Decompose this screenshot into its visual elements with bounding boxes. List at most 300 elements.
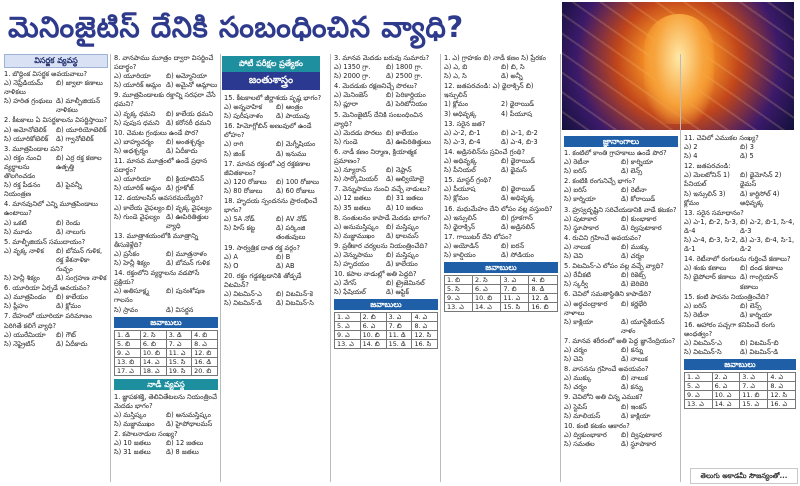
question-item: [4, 284, 108, 311]
question-text: 16. హిమోగ్లోబిన్ అణువులో ఉండే లోహం?: [224, 122, 312, 140]
option: సి) రక్త పీడనం నియంత్రణ: [4, 181, 41, 199]
option: ఎ) మెలటోనిన్ 1) పీనియల్: [684, 171, 730, 189]
answer-cell: 20. బి: [192, 366, 218, 375]
option: బి) థైమోసిన్ 2) థైమస్: [740, 171, 782, 189]
option: ఎ) న్యూరాన్: [334, 166, 366, 175]
option: బి) మెగ్నీషియం: [276, 140, 316, 149]
option: డి) ఊపిరితిత్తుల వ్యాధి: [166, 212, 209, 230]
answers-table: [114, 330, 218, 376]
option: సి) పుపుస ధమని: [114, 118, 160, 127]
question-item: [224, 272, 328, 308]
option-list: [564, 271, 678, 289]
answer-cell: 8. డి: [529, 285, 558, 294]
answer-cell: 11. డి: [386, 331, 412, 340]
option: సి) మూడు: [4, 227, 32, 236]
option: బి) 1800 గ్రా.: [386, 63, 423, 72]
question-text: 19. సార్వత్రిక దాత రక్త వర్గం?: [224, 243, 300, 252]
option: బి) అంతశ్చర్మం: [166, 137, 205, 146]
option: డి) అన్నీ: [501, 72, 523, 81]
answer-cell: 12. సి: [412, 331, 438, 340]
question-item: [564, 337, 678, 364]
option-list: [564, 431, 678, 449]
option: సి) ఎ-3, బి-4: [444, 137, 481, 146]
option: ఎ) ఇన్సులిన్: [444, 213, 477, 222]
option: డి) గ్వానోటెలిక్: [56, 134, 94, 143]
option: బి) విటమిన్-కె: [276, 289, 313, 298]
answer-cell: 2. ఎ: [712, 373, 740, 382]
option: డి) కార్నియా: [740, 310, 772, 319]
question-item: [684, 162, 796, 207]
question-text: 2. కంటికి రంగునిచ్చే భాగం?: [564, 177, 636, 186]
answer-cell: 7. బి: [501, 285, 529, 294]
option: ఎ) అమోనోటెలిక్: [4, 125, 47, 134]
option: డి) స్థూపాకార: [621, 439, 657, 448]
option: డి) 5: [740, 152, 754, 161]
option-list: [444, 242, 558, 260]
question-item: [564, 290, 678, 335]
answer-cell: 2. సి: [140, 330, 166, 339]
answer-cell: 2. సి: [473, 276, 501, 285]
option: డి) 8 జతలు: [166, 448, 199, 457]
answers-heading: జవాబులు: [114, 317, 218, 328]
question-list: [114, 393, 218, 458]
answer-cell: 3. ఎ: [501, 276, 529, 285]
option-list: [444, 63, 558, 81]
option-list: [334, 223, 438, 241]
option: డి) విసర్జన: [166, 305, 194, 314]
answer-row: [335, 340, 438, 349]
option: సి) గుండె: [334, 137, 358, 146]
option: డి) పాయువు: [276, 112, 310, 121]
question-text: 16. మధుమేహం దేని లోపం వల్ల వస్తుంది?: [444, 204, 553, 213]
answer-row: [115, 330, 218, 339]
option-list: [114, 439, 218, 457]
option: బి) మస్తిష్కం: [386, 222, 419, 231]
option-list: [684, 171, 796, 207]
answer-cell: 14. ఎ: [140, 357, 166, 366]
option: సి) O: [224, 261, 239, 270]
question-text: 12. జతపరచండి:: [684, 162, 731, 171]
question-text: 13. సరైన జత?: [444, 119, 486, 128]
question-text: 20. రక్తం గడ్డకట్టడానికి తోడ్పడే విటమిన్?: [224, 271, 302, 289]
column-four: [334, 54, 438, 482]
column-divider: [680, 54, 681, 482]
option: సి) కాక్లియా: [564, 317, 594, 326]
option: బి) గ్లూకగాన్: [501, 213, 533, 222]
option: డి) AB: [276, 261, 295, 270]
option: సి) స్రావం: [114, 305, 138, 314]
answer-row: [685, 400, 796, 409]
option-list: [564, 403, 678, 421]
option: ఎ) విటమిన్-ఎ: [684, 339, 722, 348]
option: బి) నాలుక: [621, 374, 649, 383]
option: ఎ) ఎ-2, బి-1: [444, 128, 481, 137]
option: సి) ఎ-4, బి-3, సి-2, డి-1: [684, 236, 738, 254]
option: ఎ) ఎ-1, బి-2, సి-3, డి-4: [684, 217, 738, 235]
option-list: [564, 346, 678, 364]
option-list: [334, 129, 438, 147]
column-three: [224, 94, 328, 482]
option-list: [4, 126, 108, 144]
option: బి) థైరాయిడ్: [501, 157, 535, 166]
option: సి) 4: [684, 152, 698, 161]
option-list: [334, 91, 438, 109]
question-item: [564, 262, 678, 289]
question-item: [684, 209, 796, 254]
question-item: [114, 232, 218, 268]
option: ఎ) రేచీకటి: [564, 271, 591, 280]
option: డి) థైమస్: [501, 166, 527, 175]
question-item: [224, 94, 328, 121]
answer-row: [115, 348, 218, 357]
question-item: [334, 82, 438, 109]
option-list: [114, 72, 218, 90]
option: ఎ) ఐరిస్: [684, 301, 707, 310]
answer-cell: 12. బి: [192, 348, 218, 357]
option-list: [4, 293, 108, 311]
option-list: [564, 158, 678, 176]
option: డి) ఏదీకాదు: [166, 146, 198, 155]
question-text: 15. కంటి పాపను నియంత్రించేది?: [684, 292, 769, 301]
question-text: 2. కపాలనాడుల సంఖ్య?: [114, 430, 178, 438]
answer-cell: 13. ఎ: [445, 303, 473, 312]
option: డి) హైపోథాలమస్: [166, 419, 213, 428]
answer-cell: 5. ఎ: [685, 382, 713, 391]
answer-row: [335, 322, 438, 331]
column-divider: [440, 54, 441, 482]
answer-cell: 8. ఎ: [412, 322, 438, 331]
answer-cell: 3. ఎ: [386, 313, 412, 322]
option: బి) కుంభాకార: [621, 214, 657, 223]
question-item: [444, 120, 558, 147]
option: సి) ఇన్సులిన్ 3) క్లోమం: [684, 189, 726, 207]
question-item: [4, 116, 108, 143]
question-item: [564, 422, 678, 449]
question-item: [4, 312, 108, 348]
option: సి) స్కర్వీ: [564, 280, 588, 289]
option: సి) విటమిన్-సి: [684, 348, 722, 357]
option-list: [114, 287, 218, 314]
answer-cell: 2. బి: [360, 313, 386, 322]
option: ఎ) 2: [684, 143, 698, 152]
answer-cell: 16. బి: [529, 303, 558, 312]
option-list: [114, 175, 218, 193]
option: బి) రెండు: [56, 218, 81, 227]
question-list: [334, 54, 438, 297]
question-text: 10. చెమట గ్రంథులు ఉండే పొర?: [114, 128, 199, 137]
option-list: [334, 63, 438, 81]
answer-cell: 9. ఎ: [685, 391, 713, 400]
question-item: [4, 145, 108, 200]
option-list: [564, 186, 678, 204]
option: బి) దండ కణాలు: [740, 264, 783, 273]
option: సి) పురీషనాళం: [224, 112, 264, 121]
option: సి) నెఫ్రైటిస్: [4, 339, 36, 348]
question-text: 6. చెవిలో సమతాస్థితిని కాపాడేది?: [564, 290, 652, 299]
banner-competitive-exams: పోటీ పరీక్షల ప్రత్యేకం: [222, 56, 320, 72]
answer-cell: 14. ఎ: [473, 303, 501, 312]
option: డి) అమైనో ఆమ్లాలు: [166, 81, 218, 90]
option: డి) సోడియం: [501, 250, 534, 259]
option: ఎ) 1350 గ్రా.: [334, 63, 371, 72]
option: ఎ) రెటీనా: [564, 158, 590, 167]
option: ఎ) స్టెపిస్: [564, 402, 588, 411]
answer-cell: 6. ఎ: [712, 382, 740, 391]
option: డి) నాలుక: [621, 355, 648, 364]
answer-cell: 15. సి: [166, 357, 191, 366]
answer-row: [115, 366, 218, 375]
option: డి) బోమన్ గుళిక: [166, 259, 210, 268]
option: సి) చెవి: [564, 355, 583, 364]
answer-cell: 16. సి: [412, 340, 438, 349]
answer-row: [685, 382, 796, 391]
option: డి) కార్టిసోల్ 4) అధివృక్క: [740, 189, 780, 207]
option: డి) నాలుగు: [56, 227, 86, 236]
option: బి) ట్రైజెమినల్: [386, 279, 425, 288]
answer-cell: 10. బి: [360, 331, 386, 340]
option: ఎ) వృక్క ధమని: [114, 109, 156, 118]
question-text: 4. మెదడుకు రక్షణనిచ్చే పొరలు?: [334, 82, 418, 91]
answer-row: [445, 285, 558, 294]
option: ఎ) వెన్నుపాము: [334, 250, 373, 259]
question-text: 12. జతపరచండి: ఎ) థైరాక్సిన్ బి) ఇన్సులిన్: [444, 82, 534, 100]
option: బి) జ్వాలా కణాలు: [56, 79, 103, 88]
option: డి) 10 జతలు: [386, 203, 423, 212]
answer-cell: 6. బి: [140, 339, 166, 348]
option-list: [444, 185, 558, 203]
question-item: [4, 200, 108, 236]
answer-cell: 5. సి: [445, 285, 473, 294]
answer-cell: 7. ఎ: [166, 339, 191, 348]
question-text: 6. నాడీ కణం నిర్మాణ, క్రియాత్మక ప్రమాణం?: [334, 147, 417, 166]
answer-cell: 9. ఎ: [445, 294, 473, 303]
question-text: 5. విటమిన్-ఎ లోపం వల్ల వచ్చే వ్యాధి?: [564, 262, 664, 271]
option: సి) 2000 గ్రా.: [334, 72, 371, 81]
option: ఎ) నాలుక: [564, 242, 591, 251]
question-item: [334, 111, 438, 147]
option-list: [684, 339, 796, 357]
question-text: 2. కీటకాలు ఏ విసర్జకాలను విసర్జిస్తాయి?: [4, 116, 108, 125]
option: డి) బెరిబెరి: [621, 280, 649, 289]
question-item: [444, 233, 558, 260]
option: డి) ఎ-4, బి-3: [501, 137, 538, 146]
question-list: [564, 149, 678, 449]
question-item: [564, 206, 678, 233]
option: ఎ) బాహ్యచర్మం: [114, 137, 154, 146]
question-text: 17. మానవ రక్తంలో ఎర్ర రక్తకణాల జీవితకాలం?: [224, 159, 311, 177]
question-item: [564, 177, 678, 204]
option: బి) కన్ను: [621, 345, 644, 354]
question-item: [334, 270, 438, 297]
question-text: 4. రుచిని గ్రహించే అవయవం?: [564, 233, 642, 242]
answer-cell: 15. డి: [386, 340, 412, 349]
option: సి) యూరికోటెలిక్: [4, 134, 49, 143]
answers-table: [334, 312, 438, 349]
question-item: [684, 255, 796, 291]
option: బి) AV నోడ్: [276, 215, 307, 224]
question-text: 3. మూత్రపిండాల పని?: [4, 144, 64, 153]
option: బి) వృక్క వైఫల్యం: [166, 203, 212, 212]
question-item: [114, 129, 218, 156]
option: ఎ) అయోడిన్: [444, 241, 479, 250]
option: ఎ) ద్వికుంభాకార: [564, 430, 607, 439]
question-text: 18. హృదయ స్పందనను ప్రారంభించే భాగం?: [224, 197, 318, 215]
option: బి) లెన్స్: [740, 301, 762, 310]
question-text: 14. రెటీనాలో రంగులను గుర్తించే కణాలు?: [684, 255, 791, 264]
option: సి) కాల్షియం: [444, 250, 476, 259]
option: డి) 2500 గ్రా.: [386, 72, 423, 81]
question-text: 3. హ్రస్వదృష్టిని సరిచేయడానికి వాడే కటకం?: [564, 205, 677, 214]
answer-cell: 3. ఎ: [740, 373, 768, 382]
answer-cell: 16. ఎ: [768, 400, 796, 409]
option: ఎ) విటమిన్-ఎ: [224, 289, 262, 298]
answer-cell: 12. సి: [768, 391, 796, 400]
option: సి) కార్నియా: [564, 195, 596, 204]
option: బి) 3: [740, 143, 754, 152]
option: ఎ) ఐరిస్: [564, 186, 587, 195]
option: బి) రికెట్స్: [621, 271, 646, 280]
answer-cell: 5. బి: [115, 339, 141, 348]
option: సి) 80 రోజులు: [224, 186, 263, 195]
answer-cell: 8. ఎ: [192, 339, 218, 348]
question-item: [114, 393, 218, 429]
question-list: [4, 70, 108, 349]
question-list: [114, 54, 218, 315]
option-list: [334, 251, 438, 269]
option: బి) ఇంకస్: [621, 402, 647, 411]
section-heading: జ్ఞానాంగాలు: [564, 136, 678, 147]
question-text: 11. చెవిలో ఎముకల సంఖ్య?: [684, 134, 759, 142]
option: సి) విటమిన్-డి: [224, 299, 262, 308]
question-list: [444, 54, 558, 260]
option-list: [4, 79, 108, 115]
question-text: 14. రక్తంలోని వ్యర్థాలను వడపోసే ప్రక్రియ?: [114, 269, 200, 287]
option: బి) విటమిన్-బి: [740, 339, 779, 348]
question-item: [224, 122, 328, 158]
option: ఎ) ఒకటి: [4, 218, 27, 227]
option: సి) 35 జతలు: [334, 203, 371, 212]
answer-cell: 7. ఎ: [740, 382, 768, 391]
option: డి) విటమిన్-సి: [276, 299, 314, 308]
option: ఎ) పుటాకార: [564, 214, 597, 223]
option-list: [114, 250, 218, 268]
option: సి) సమతల: [564, 439, 595, 448]
option: సి) హిస్ కట్ట: [224, 224, 256, 233]
option: సి) యూరిక్ ఆమ్లం: [114, 184, 162, 193]
option: బి) పెరికార్డియం: [386, 91, 426, 100]
option: ఎ) మూత్రపిండం: [4, 293, 47, 302]
answer-cell: 12. డి: [529, 294, 558, 303]
question-item: [334, 185, 438, 212]
column-divider: [330, 54, 331, 482]
question-item: [4, 238, 108, 283]
question-item: [334, 54, 438, 81]
option: ఎ) అధివృక్క: [444, 157, 477, 166]
option: డి) కన్ను: [621, 383, 643, 392]
answer-row: [445, 303, 558, 312]
answer-cell: 16. డి: [192, 357, 218, 366]
option: డి) కాలేయం: [386, 260, 418, 269]
option-list: [114, 411, 218, 429]
option-list: [564, 215, 678, 233]
option: ఎ) A: [224, 252, 238, 261]
option: డి) థాలమస్: [386, 231, 419, 240]
question-item: [224, 197, 328, 242]
answer-cell: 10. బి: [140, 348, 166, 357]
answers-heading: జవాబులు: [684, 359, 796, 370]
option: బి) కర్ణభేరి: [621, 299, 647, 308]
option: సి) మజ్జాముఖం: [114, 419, 155, 428]
option-list: [224, 215, 328, 242]
answer-row: [445, 294, 558, 303]
answer-cell: 6. ఎ: [473, 285, 501, 294]
option-list: [4, 154, 108, 199]
option: బి) క్రియాటినిన్: [166, 175, 205, 184]
option: బి) అనుమస్తిష్కం: [166, 410, 211, 419]
option: సి) ఫేషియల్: [334, 288, 366, 297]
column-sense-organs: [564, 134, 678, 482]
option: డి) గాంగ్లియాన్ కణాలు: [740, 273, 778, 291]
column-two: [114, 54, 218, 482]
option: డి) ఆప్టిక్: [386, 288, 409, 297]
answer-cell: 19. సి: [166, 366, 191, 375]
question-text: 5. మెనింజైటిస్ దేనికి సంబంధించిన వ్యాధి?: [334, 110, 423, 128]
answers-table: [684, 372, 796, 409]
option: ఎ) ముక్కు: [564, 374, 592, 383]
option-list: [564, 374, 678, 392]
answer-cell: 14. ఎ: [712, 400, 740, 409]
option: ఎ) మస్తిష్కం: [114, 410, 147, 419]
option-list: [224, 253, 328, 271]
option: ఎ) 10 జతలు: [114, 439, 151, 448]
option: డి) కరోనరీ ధమని: [166, 118, 212, 127]
option: బి) ఎ-2, బి-1, సి-4, డి-3: [740, 217, 795, 235]
option: డి) చర్మం: [621, 252, 645, 261]
option: ఎ) యూరియా: [114, 72, 151, 81]
option: ఎ) వృక్క నాళిక: [4, 246, 44, 255]
answers-table: [444, 275, 558, 312]
option-list: [224, 140, 328, 158]
option: సి) చెవి: [564, 252, 583, 261]
option: సి) సార్కోమియర్: [334, 175, 378, 184]
option: సి) హెన్లీ శిక్యం: [4, 274, 40, 283]
banner-subject-zoology: జంతుశాస్త్రం: [222, 72, 320, 90]
question-text: 1. ఎ) గ్రాహకం బి) నాడీ కణం సి) ప్రేరకం: [444, 54, 546, 62]
option: డి) విటమిన్-డి: [740, 348, 779, 357]
option: ఎ) యురేమియా: [4, 330, 46, 339]
option: ఎ) వేగస్: [334, 279, 357, 288]
option-list: [114, 204, 218, 231]
question-item: [114, 54, 218, 90]
question-item: [114, 91, 218, 127]
column-seven: [684, 134, 796, 464]
option-list: [684, 302, 796, 320]
option: సి) ఐరిస్: [564, 167, 587, 176]
option-list: [4, 331, 108, 349]
option: డి) పర్కింజి తంతువులు: [276, 224, 306, 242]
answer-cell: 11. ఎ: [166, 348, 191, 357]
question-text: 11. మానవ మూత్రంలో ఉండే ప్రధాన పదార్థం?: [114, 157, 208, 175]
option: సి) అధశ్చర్మం: [114, 146, 149, 155]
hero-image: [562, 2, 794, 130]
option: డి) ఊపిరితిత్తులు: [386, 137, 431, 146]
credit-footer: తెలుగు అకాడమీ సౌజన్యంతో...: [690, 468, 798, 484]
option: ఎ) శంకు కణాలు: [684, 264, 727, 273]
option: ఎ) నెఫ్రీడియమ్ నాళికలు: [4, 79, 44, 97]
option: సి) క్లోమం: [444, 194, 469, 203]
question-item: [564, 149, 678, 176]
answer-cell: 13. బి: [115, 357, 141, 366]
